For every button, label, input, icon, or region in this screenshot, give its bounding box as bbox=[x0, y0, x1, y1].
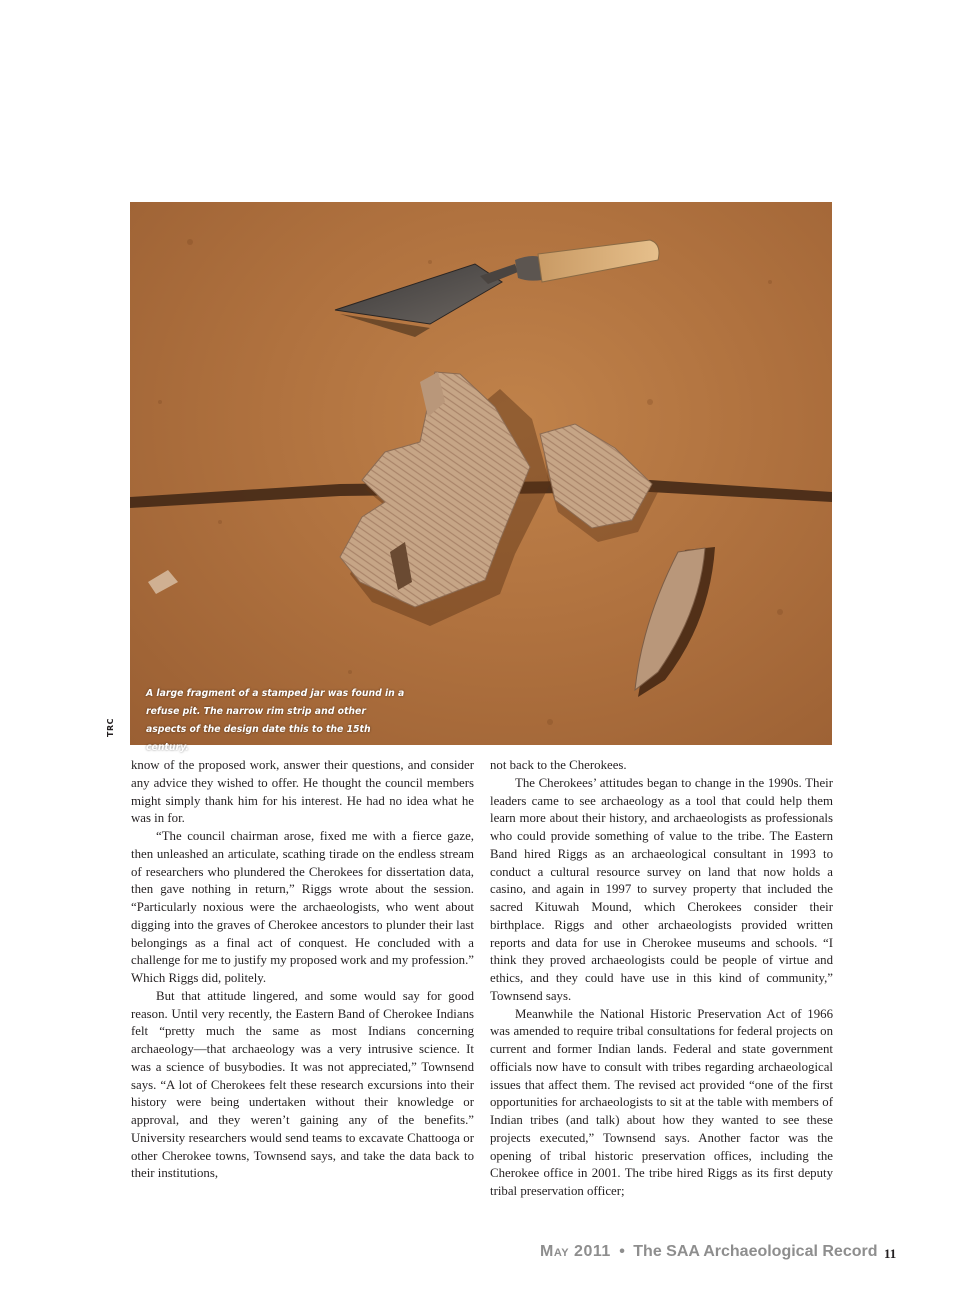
running-footer bbox=[540, 1243, 877, 1261]
paragraph: But that attitude lingered, and some would say for good reason. Until very recently, the Eastern Band of Cherokee Indians felt “pretty much the same as most Indians concerning archaeology—that archaeology was a very intrusive science. It was a science of busybodies. It was not appreciated,” Townsend says. “A lot of Cherokees felt these research excursions into their history were being undertaken without their knowledge or approval, and they weren’t gaining any of the benefits.” University researchers would send teams to excavate Chattooga or other Cherokee towns, Townsend says, and take the data back to their institutions, bbox=[131, 988, 474, 1181]
trowel-image bbox=[335, 240, 659, 337]
publication-title: The SAA Archaeological Record bbox=[633, 1243, 878, 1260]
paragraph: “The council chairman arose, fixed me with a fierce gaze, then unleashed an articulate, scathing tirade on the endless stream of researchers who plundered the Cherokees for dissertation data, then gave nothing in return,” Riggs wrote about the session. “Particularly noxious were the archaeologists, who went about digging into the graves of Cherokee ancestors to plunder their last belongings as a final act of conquest. He concluded with a challenge for me to justify my proposed work and my profession.” Which Riggs did, politely. bbox=[131, 829, 474, 985]
paragraph: know of the proposed work, answer their questions, and consider any advice they wished to offer. He thought the council members might simply thank him for his interest. He had no idea what he was in for. bbox=[131, 758, 474, 826]
footer-separator: • bbox=[619, 1243, 625, 1260]
paragraph: not back to the Cherokees. bbox=[490, 758, 627, 772]
paragraph: Meanwhile the National Historic Preservation Act of 1966 was amended to require tribal consultations for federal projects on current and former Indian lands. Federal and state government officials now have to consult with tribes regarding archaeological issues that affect them. The revised act provided “one of the first opportunities for archaeologists to sit at the table with members of Indian tribes (and talk) about how they wanted to see these projects executed,” Townsend says. Another factor was the opening of tribal historic preservation offices, including the Cherokee office in 2001. The tribe hired Riggs as its first deputy tribal preservation officer; bbox=[490, 1006, 833, 1198]
figure-photo bbox=[130, 202, 832, 753]
issue-date: May 2011 bbox=[540, 1243, 611, 1260]
photo-credit: TRC bbox=[106, 718, 115, 737]
paragraph: The Cherokees’ attitudes began to change in the 1990s. Their leaders came to see archaeology as a tool that could help them learn more about their history, and archaeologists as professionals who could provide something of value to the tribe. The Eastern Band hired Riggs as an archaeological consultant in 1993 to conduct a cultural resource survey on land that now holds a casino, and again in 1997 to survey property that included the sacred Kituwah Mound, which Cherokees consider their birthplace. Riggs and other archaeologists provided written reports and data for use in Cherokee museums and schools. “I think they proved archaeologists could be people of virtue and ethics, and they could have use in this kind of community,” Townsend says. bbox=[490, 775, 833, 1003]
pottery-sherds bbox=[148, 372, 715, 697]
excavation-illustration bbox=[130, 202, 832, 745]
figure-caption: A large fragment of a stamped jar was found in a refuse pit. The narrow rim strip and other aspects of the design date this to the 15th century. bbox=[146, 688, 405, 753]
page-number: 11 bbox=[884, 1246, 897, 1261]
article-column-right bbox=[490, 757, 833, 1201]
article-column-left bbox=[131, 757, 474, 1183]
